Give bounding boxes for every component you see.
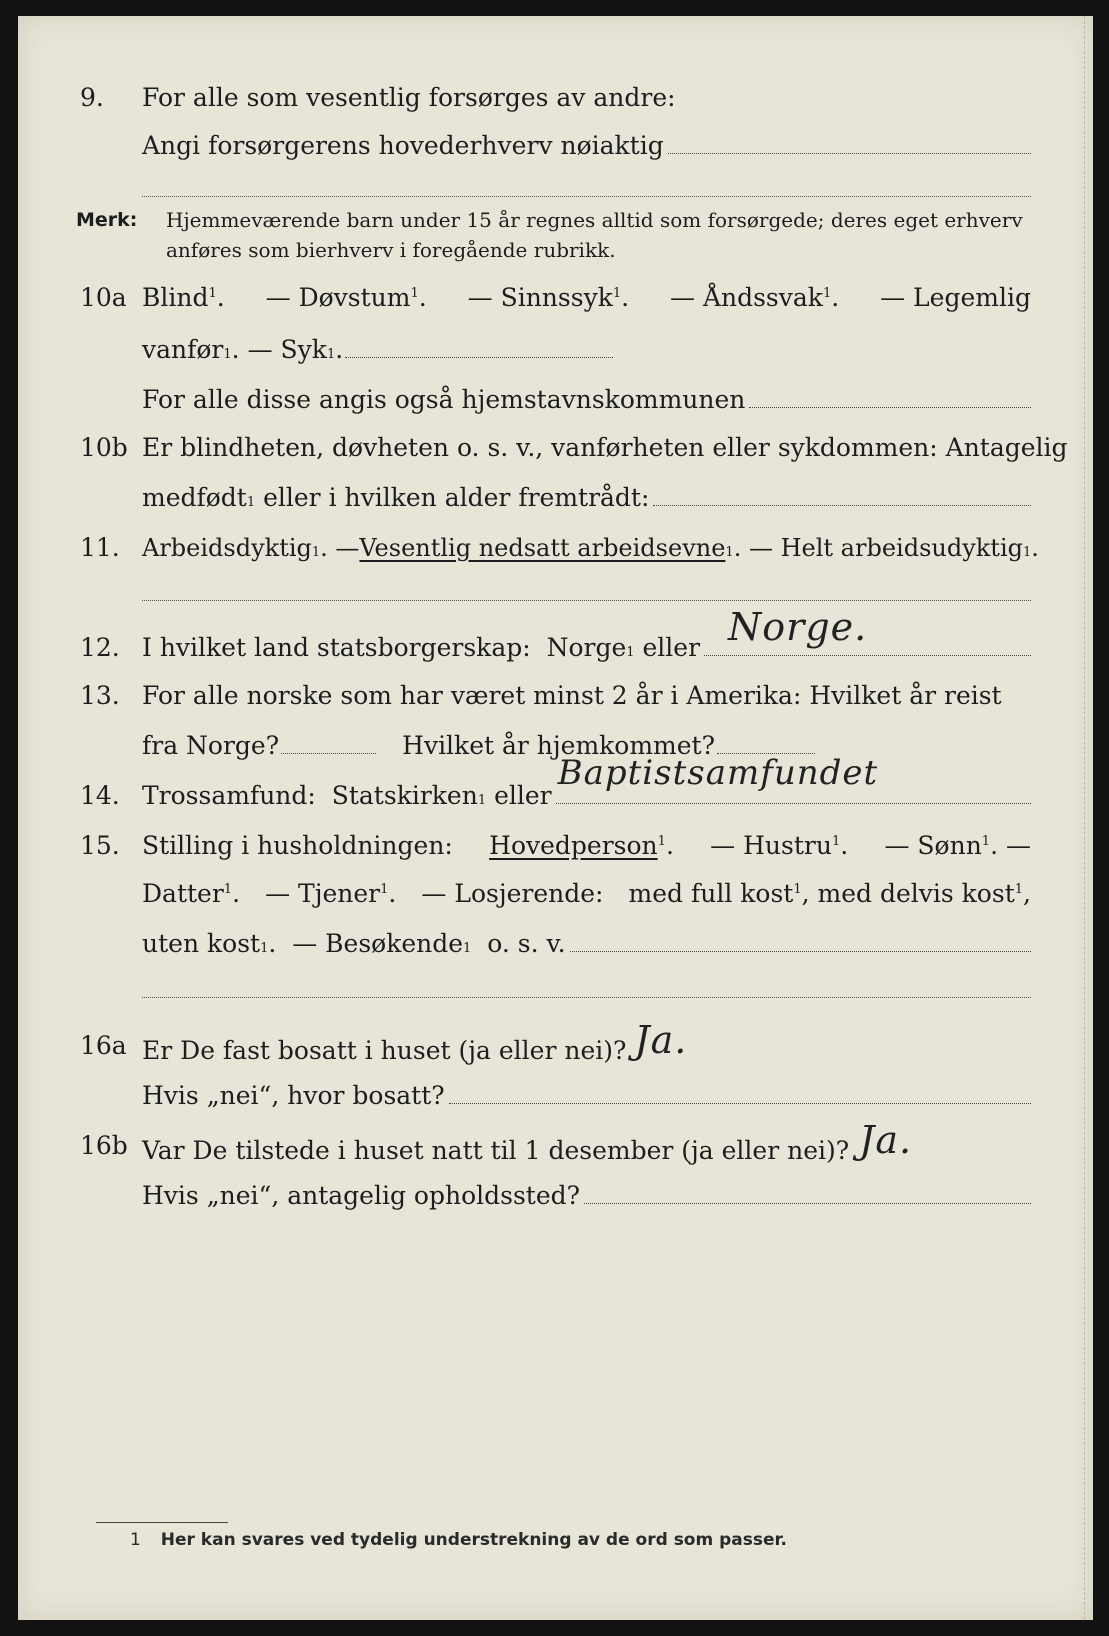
losjerende-label: — Losjerende: <box>421 879 604 908</box>
option-med-full-kost[interactable]: med full kost <box>628 879 794 908</box>
q14-text: Trossamfund: <box>142 781 316 810</box>
question-number: 16a <box>80 1031 127 1060</box>
q10b-line1: Er blindheten, døvheten o. s. v., vanførheten eller sykdommen: Antagelig <box>142 433 1068 462</box>
option-uten-kost[interactable]: uten kost <box>142 929 261 958</box>
separator <box>142 600 1031 601</box>
q13-line2a: fra Norge? <box>142 731 280 760</box>
question-16b-row <box>0 1118 1109 1166</box>
question-10b-row <box>0 428 1109 468</box>
question-number: 10a <box>80 283 127 312</box>
option-blind[interactable]: Blind <box>142 283 209 312</box>
answer-field-trossamfund[interactable] <box>556 753 1031 804</box>
question-12-row: 12. I hvilket land statsborgerskap: Norge 1 eller Norge. <box>0 628 1109 668</box>
question-15-line2: Datter$^1$. — Tjener$^1$. — Losjerende: med full kost$^1$, med delvis kost$^1$, <box>0 874 1109 914</box>
question-15-line3: uten kost 1 . — Besøkende 1 o. s. v. <box>0 924 1109 964</box>
option-vesentlig-nedsatt-arbeidsevne[interactable]: Vesentlig nedsatt arbeidsevne <box>359 534 726 562</box>
option-andssvak[interactable]: — Åndssvak <box>670 283 823 312</box>
answer-field-hovederhverv[interactable] <box>668 127 1031 154</box>
q16a-line1: Er De fast bosatt i huset (ja eller nei)? <box>142 1036 627 1065</box>
osv-label: o. s. v. <box>487 929 566 958</box>
handwritten-answer-norge: Norge. <box>728 605 868 649</box>
question-10b-line2: medfødt 1 eller i hvilken alder fremtrådt: <box>0 478 1109 518</box>
question-number: 15. <box>80 831 120 860</box>
answer-field-opholdssted[interactable] <box>584 1177 1031 1204</box>
answer-field-hjemkommet-ar[interactable] <box>717 727 815 754</box>
question-number: 16b <box>80 1131 128 1160</box>
merk-label: Merk: <box>76 209 138 231</box>
footnote <box>130 1530 787 1550</box>
handwritten-answer-baptistsamfundet: Baptistsamfundet <box>557 753 879 793</box>
option-datter[interactable]: Datter <box>142 879 224 908</box>
q12-text: I hvilket land statsborgerskap: <box>142 633 531 662</box>
option-tjener[interactable]: — Tjener <box>265 879 381 908</box>
separator <box>142 997 1031 998</box>
separator <box>142 196 1031 197</box>
question-16a-row <box>0 1018 1109 1066</box>
question-number: 14. <box>80 781 120 810</box>
handwritten-answer-ja: Ja. <box>859 1118 913 1162</box>
perforation-line <box>1084 16 1085 1620</box>
option-statskirken[interactable]: Statskirken <box>331 781 478 810</box>
handwritten-answer-ja: Ja. <box>634 1018 688 1062</box>
question-number: 13. <box>80 681 120 710</box>
question-number: 9. <box>80 83 104 112</box>
footnote-mark: 1 <box>130 1530 141 1550</box>
question-15-row: 15. Stilling i husholdningen: Hovedperson$^1$. — Hustru$^1$. — Sønn$^1$. — <box>0 826 1109 866</box>
answer-field-bosatt[interactable] <box>449 1077 1031 1104</box>
option-hustru[interactable]: — Hustru <box>710 831 832 860</box>
option-besokende[interactable]: — Besøkende <box>292 929 464 958</box>
option-arbeidsdyktig[interactable]: Arbeidsdyktig <box>142 534 312 562</box>
answer-field-stilling[interactable] <box>570 925 1031 952</box>
option-med-delvis-kost[interactable]: , med delvis kost <box>801 879 1015 908</box>
q10b-line2: eller i hvilken alder fremtrådt: <box>263 483 650 512</box>
option-syk[interactable]: — Syk <box>247 335 327 364</box>
option-sinnssyk[interactable]: — Sinnssyk <box>467 283 613 312</box>
merk-text: Hjemmeværende barn under 15 år regnes alltid som forsørgede; deres eget erhverv anføres som bierhverv i foregående rubrikk. <box>166 208 1023 262</box>
option-vanfor[interactable]: vanfør <box>142 335 224 364</box>
question-14-row: 14. Trossamfund: Statskirken 1 eller Baptistsamfundet <box>0 776 1109 816</box>
q9-line1: For alle som vesentlig forsørges av andre: <box>142 83 676 112</box>
question-13-line2 <box>0 726 1109 766</box>
option-norge[interactable]: Norge <box>546 633 627 662</box>
question-10a-line2: vanfør 1 . — Syk 1 . <box>0 330 1109 370</box>
question-10a-row: 10a Blind$^1$. — Døvstum$^1$. — Sinnssyk$^1$. — Åndssvak$^1$. — Legemlig <box>0 278 1109 318</box>
option-medfodt[interactable]: medfødt <box>142 483 247 512</box>
q13-line2b: Hvilket år hjemkommet? <box>402 731 716 760</box>
question-9-line2 <box>0 126 1109 166</box>
q15-text: Stilling i husholdningen: <box>142 831 453 860</box>
q9-line2: Angi forsørgerens hovederhverv nøiaktig <box>142 131 664 160</box>
question-number: 12. <box>80 633 120 662</box>
question-16a-line2 <box>0 1076 1109 1116</box>
question-16b-line2 <box>0 1176 1109 1216</box>
q16b-line2: Hvis „nei“, antagelig opholdssted? <box>142 1181 581 1210</box>
question-number: 10b <box>80 433 128 462</box>
q16b-line1: Var De tilstede i huset natt til 1 desember (ja eller nei)? <box>142 1136 850 1165</box>
answer-field-statsborgerskap[interactable] <box>704 605 1031 656</box>
option-helt-arbeidsudyktig[interactable]: — Helt arbeidsudyktig <box>748 534 1023 562</box>
answer-field-syk[interactable] <box>345 331 613 358</box>
option-dovstum[interactable]: — Døvstum <box>265 283 411 312</box>
question-13-row <box>0 676 1109 716</box>
q16a-line2: Hvis „nei“, hvor bosatt? <box>142 1081 445 1110</box>
option-hovedperson[interactable]: Hovedperson <box>489 831 658 860</box>
answer-field-reist-ar[interactable] <box>281 727 376 754</box>
question-9-row <box>0 78 1109 118</box>
option-sonn[interactable]: — Sønn <box>884 831 982 860</box>
q13-line1: For alle norske som har været minst 2 år i Amerika: Hvilket år reist <box>142 681 1002 710</box>
question-text <box>142 78 1031 118</box>
footnote-rule <box>96 1522 228 1523</box>
eller-label: eller <box>494 781 552 810</box>
option-legemlig[interactable]: — Legemlig <box>880 283 1031 312</box>
footnote-text: Her kan svares ved tydelig understrekning av de ord som passer. <box>160 1530 787 1550</box>
question-10a-line3 <box>0 380 1109 420</box>
answer-field-alder[interactable] <box>653 479 1031 506</box>
answer-field-hjemstavnskommune[interactable] <box>749 381 1031 408</box>
eller-label: eller <box>642 633 701 662</box>
question-11-row: 11. Arbeidsdyktig 1 . — Vesentlig nedsatt arbeidsevne 1 . — Helt arbeidsudyktig 1 . <box>0 528 1109 568</box>
question-number: 11. <box>80 533 120 562</box>
q10a-line3: For alle disse angis også hjemstavnskommunen <box>142 385 746 414</box>
